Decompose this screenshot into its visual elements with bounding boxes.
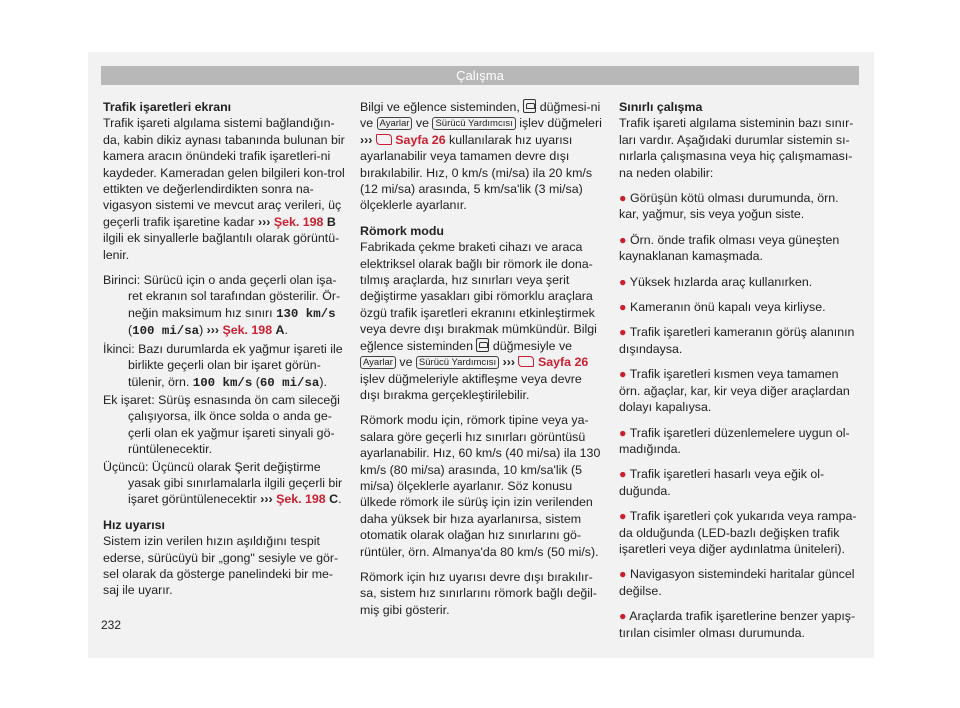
list-item-text: Trafik işaretleri kısmen veya tamamen örn. ağaçlar, kar, kir veya diğer araçlardan dolayı kapalıysa. xyxy=(619,367,850,415)
section-header: Çalışma xyxy=(101,66,859,85)
book-icon xyxy=(518,355,534,367)
driver-assist-button-label: Sürücü Yardımcısı xyxy=(416,356,499,369)
list-item xyxy=(619,232,859,265)
speed-value: 130 km/s xyxy=(276,306,336,321)
list-item-extra: Ek işaret: Sürüş esnasında ön cam sileceği çalışıyorsa, ilk önce solda o anda ge-çerli olan ek yağmur işareti sinyali gö-rüntülenecektir. xyxy=(103,392,340,457)
list-item-text: Trafik işaretleri çok yukarıda veya rampa-da olduğunda (LED-bazlı değişken trafik işaretleri veya diğer aydınlatma üniteleri). xyxy=(619,509,857,556)
paragraph-intro xyxy=(103,115,346,263)
bullet-icon: ● xyxy=(619,232,630,247)
list-item xyxy=(619,274,859,290)
text: düğmesi-ni ve xyxy=(360,100,601,131)
settings-button-label: Ayarlar xyxy=(360,356,396,369)
bullet-icon: ● xyxy=(619,325,630,340)
bullet-icon: ● xyxy=(619,609,630,624)
list-item xyxy=(619,299,859,315)
bullet-icon: ● xyxy=(619,367,630,382)
figure-ref-link[interactable]: Şek. 198 xyxy=(222,323,273,338)
list-item-text: Navigasyon sistemindeki haritalar güncel değilse. xyxy=(619,567,855,598)
third-text: Üçüncü: Üçüncü olarak Şerit değiştirme yasak gibi sınırlamalarla ilgili geçerli bir işaret görüntülenecektir xyxy=(103,459,343,507)
list-item-first: Birinci: Sürücü için o anda geçerli olan işa-ret ekranın sol tarafından gösterilir. Ör-neğin maksimum hız sınırı 130 km/s (100 mi/sa) ››› Şek. 198 A. xyxy=(103,273,341,339)
list-item-text: Trafik işaretleri hasarlı veya eğik ol-duğunda. xyxy=(619,467,825,498)
figure-letter: C xyxy=(329,492,339,507)
second-text: İkinci: Bazı durumlarda ek yağmur işareti ile birlikte geçerli olan bir işaret görün-tülenir, örn. xyxy=(103,341,343,389)
paragraph-settings xyxy=(360,99,602,214)
section-heading-traffic-sign-display: Trafik işaretleri ekranı xyxy=(103,100,232,114)
arrow-icon: ››› xyxy=(260,492,273,507)
car-icon xyxy=(476,338,489,352)
list-item-text: Görüşün kötü olması durumunda, örn. kar, yağmur, sis veya yoğun siste. xyxy=(619,191,839,222)
arrow-icon: ››› xyxy=(502,355,516,370)
bullet-icon: ● xyxy=(619,425,630,440)
list-item-second: İkinci: Bazı durumlarda ek yağmur işareti ile birlikte geçerli olan bir işaret görün-tülenir, örn. 100 km/s (60 mi/sa). xyxy=(103,341,343,390)
paragraph-limits-intro: Trafik işareti algılama sisteminin bazı sınır-ları vardır. Aşağıdaki durumlar sistemin sı-nırlarla çalışmasına veya hiç çalışmaması-na neden olabilir: xyxy=(619,116,854,180)
text: düğmesiyle ve xyxy=(492,338,573,353)
arrow-icon: ››› xyxy=(206,323,220,338)
list-item-text: Trafik işaretleri düzenlemelere uygun ol-madığında. xyxy=(619,425,850,456)
list-item-text: Kameranın önü kapalı veya kirliyse. xyxy=(629,300,826,315)
list-item xyxy=(619,366,859,415)
speed-mph-value: 60 mi/sa xyxy=(259,375,320,390)
paragraph-trailer-speed: Römork modu için, römork tipine veya ya-salara göre geçerli hız sınırları görüntüsü ayarlanabilir. Hız, 60 km/s (40 mi/sa) ila 130 km/s (80 mi/sa) arasında, 10 km/sa'lik (5 mi/sa) ölçeklerle ayarlanır. Söz konusu ülkede römork ile sürüş için izin verilenden daha yüksek bir hıza ayarlanırsa, sistem otomatik olarak olağan hız sınırlarını gö-rüntüler, örn. Almanya'da 80 km/s (50 mi/s). xyxy=(360,413,601,559)
paragraph-trailer-off: Römork için hız uyarısı devre dışı bırakılır-sa, sistem hız sınırlarını römork bağlı değil-miş gibi gösterir. xyxy=(360,569,597,617)
figure-ref-link[interactable]: Şek. 198 xyxy=(273,214,324,229)
list-item-third: Üçüncü: Üçüncü olarak Şerit değiştirme yasak gibi sınırlamalarla ilgili geçerli bir işaret görüntülenecektir ››› Şek. 198 C. xyxy=(103,459,343,507)
list-item xyxy=(619,608,859,641)
text: Fabrikada çekme braketi cihazı ve araca elektriksel olarak bağlı bir römork ile dona-tılmış araçlarda, hız sınırları veya şerit değiştirme yasakları gibi römorklu araçlara özgü trafik işaretleri ekranını etkinleştirmek veya devre dışı bırakmak mümkündür. Bilgi eğlence sisteminden xyxy=(360,240,597,353)
bullet-icon: ● xyxy=(619,191,630,206)
paragraph-speed-warning: Sistem izin verilen hızın aşıldığını tespit ederse, sürücüyü bir „gong" sesiyle ve gör-sel olarak da gösterge panelindeki bir me-saj ile uyarır. xyxy=(103,534,339,598)
list-item xyxy=(619,508,859,557)
text: ve xyxy=(415,116,430,131)
bullet-list xyxy=(619,190,859,641)
list-item-text: Yüksek hızlarda araç kullanırken. xyxy=(629,274,813,289)
bullet-icon: ● xyxy=(619,300,630,315)
first-text: Birinci: Sürücü için o anda geçerli olan işa-ret ekranın sol tarafından gösterilir. Ör-neğin maksimum hız sınırı xyxy=(103,273,341,320)
speed-mph-value: 100 mi/sa xyxy=(132,324,200,339)
list-item xyxy=(619,324,859,357)
bullet-icon: ● xyxy=(619,567,630,582)
list-item xyxy=(619,190,859,223)
bullet-icon: ● xyxy=(619,509,630,524)
book-icon xyxy=(376,133,392,145)
settings-button-label: Ayarlar xyxy=(377,117,413,130)
driver-assist-button-label: Sürücü Yardımcısı xyxy=(432,117,515,130)
section-heading-limited-operation: Sınırlı çalışma xyxy=(619,100,703,114)
figure-letter: A xyxy=(275,323,285,338)
list-item xyxy=(619,425,859,458)
bullet-icon: ● xyxy=(619,467,630,482)
page-number: 232 xyxy=(101,618,122,632)
text: işlev düğmeleriyle aktifleşme veya devre dışı bırakma gerçekleştirilebilir. xyxy=(360,371,582,402)
list-item-text: Trafik işaretleri kameranın görüş alanının dışındaysa. xyxy=(619,325,855,356)
column-right xyxy=(619,99,859,650)
figure-letter: B xyxy=(326,214,336,229)
speed-value: 100 km/s xyxy=(192,375,253,390)
arrow-icon: ››› xyxy=(257,214,271,229)
list-item-text: Araçlarda trafik işaretlerine benzer yapış-tırılan cisimler olması durumunda. xyxy=(619,609,856,640)
text: Bilgi ve eğlence sisteminden, xyxy=(360,100,520,114)
page-ref-link[interactable]: Sayfa 26 xyxy=(395,132,446,147)
column-middle xyxy=(360,99,602,627)
column-left xyxy=(103,99,346,608)
arrow-icon: ››› xyxy=(360,132,373,147)
intro-text-cont: ilgili ek sinyallerle bağlantılı olarak görüntü-lenir. xyxy=(103,231,340,262)
figure-ref-link[interactable]: Şek. 198 xyxy=(276,492,326,507)
text: kullanılarak hız uyarısı ayarlanabilir veya tamamen devre dışı bırakılabilir. Hız, 0 km/s (mi/sa) ila 20 km/s (12 mi/sa) arasında, 5 km/sa'lik (3 mi/sa) ölçeklerle ayarlanır. xyxy=(360,132,593,213)
list-item xyxy=(619,566,859,599)
paragraph-trailer xyxy=(360,239,602,403)
section-heading-trailer-mode: Römork modu xyxy=(360,223,444,238)
intro-text: Trafik işareti algılama sistemi bağlandığın-da, kabin dikiz aynası tabanında bulunan bir kamera aracın önündeki trafik işaretleri-ni kaydeder. Kameradan gelen bilgileri kon-trol ettikten ve değerlendirdikten sonra na-vigasyon sistemi ve mevcut araç verileri, üç geçerli trafik işaretine kadar xyxy=(103,116,345,229)
section-heading-speed-warning: Hız uyarısı xyxy=(103,517,165,532)
list-item xyxy=(619,466,859,499)
text: ve xyxy=(399,355,413,370)
text: işlev düğmeleri xyxy=(519,116,602,131)
page-ref-link[interactable]: Sayfa 26 xyxy=(537,355,589,370)
car-icon xyxy=(523,99,536,113)
bullet-icon: ● xyxy=(619,274,630,289)
list-item-text: Örn. önde trafik olması veya güneşten kaynaklanan kamaşmada. xyxy=(619,232,840,264)
